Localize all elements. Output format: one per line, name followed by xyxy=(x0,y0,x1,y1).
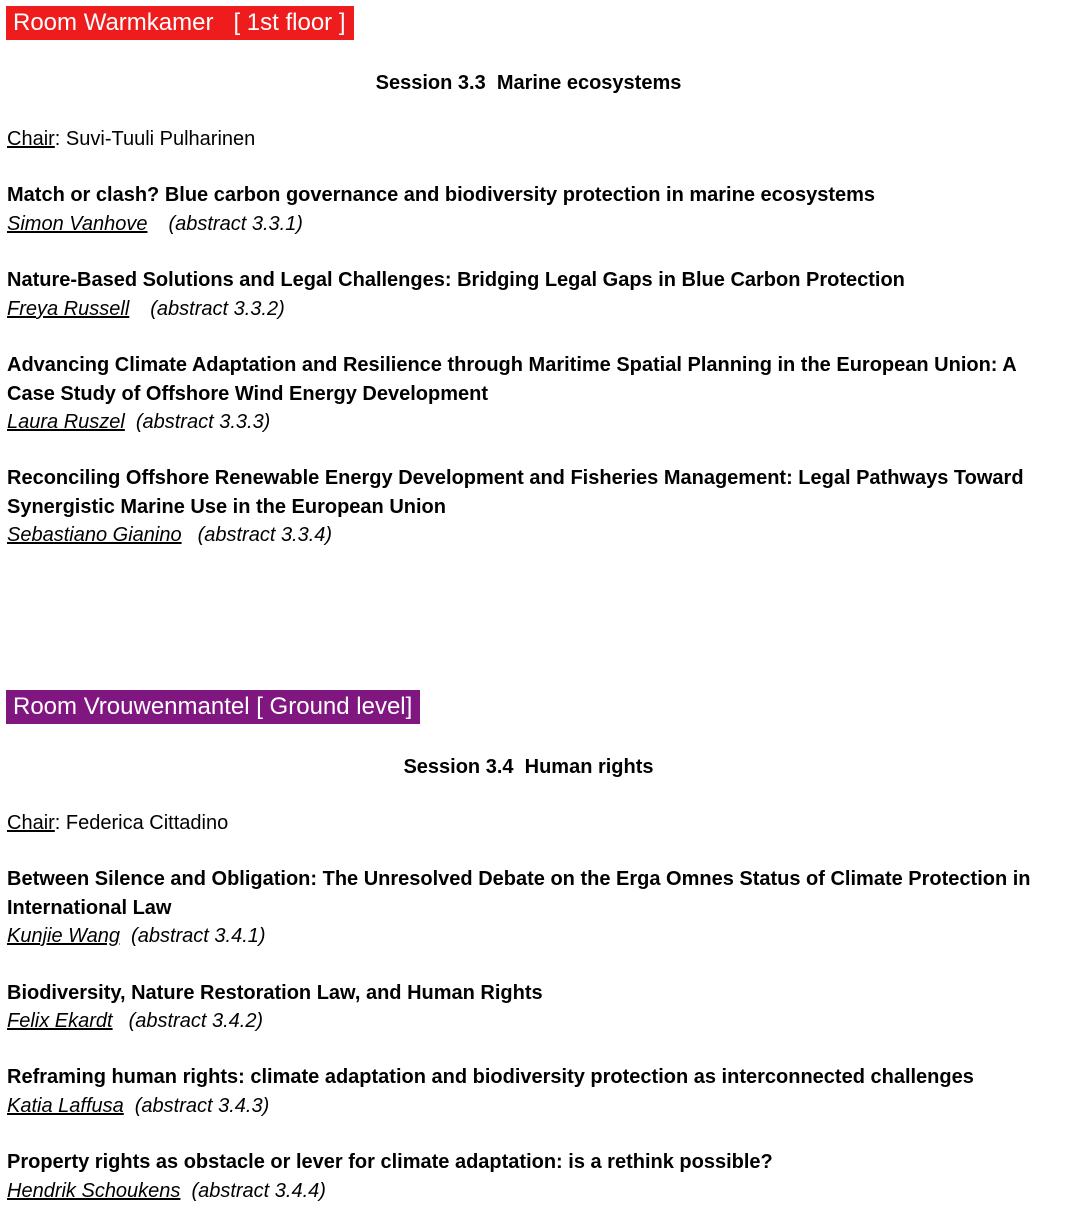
paper-author-line xyxy=(7,1177,326,1205)
author-link[interactable]: Kunjie Wang xyxy=(7,925,121,947)
chair-line xyxy=(7,809,228,837)
chair-name: : Federica Cittadino xyxy=(54,812,229,834)
chair-label: Chair xyxy=(7,128,55,150)
paper-title: Advancing Climate Adaptation and Resilience through Maritime Spatial Planning in the European Union: A Case Study of Offshore Wind Energy Development xyxy=(7,354,1016,405)
chair-line xyxy=(7,125,255,153)
abstract-ref: (abstract 3.3.3) xyxy=(135,411,271,433)
paper-author-line xyxy=(7,1007,263,1035)
chair-label: Chair xyxy=(7,812,55,834)
author-link[interactable]: Simon Vanhove xyxy=(7,213,148,235)
paper-title: Nature-Based Solutions and Legal Challenges: Bridging Legal Gaps in Blue Carbon Protection xyxy=(7,269,905,291)
abstract-ref: (abstract 3.4.1) xyxy=(131,925,266,947)
paper-title: Property rights as obstacle or lever for climate adaptation: is a rethink possible? xyxy=(7,1151,773,1173)
paper-author-line xyxy=(7,922,266,950)
author-link[interactable]: Laura Ruszel xyxy=(7,411,125,433)
abstract-ref: (abstract 3.4.4) xyxy=(191,1180,326,1202)
paper-title: Match or clash? Blue carbon governance and biodiversity protection in marine ecosystems xyxy=(7,184,876,206)
abstract-ref: (abstract 3.3.4) xyxy=(197,524,333,546)
abstract-ref: (abstract 3.3.2) xyxy=(150,298,285,320)
session-title-3-4: Session 3.4 Human rights xyxy=(403,756,654,778)
author-link[interactable]: Hendrik Schoukens xyxy=(7,1180,181,1202)
paper-title: Reconciling Offshore Renewable Energy Development and Fisheries Management: Legal Pathways Toward Synergistic Marine Use in the European Union xyxy=(7,467,1024,518)
abstract-ref: (abstract 3.4.3) xyxy=(134,1095,270,1117)
paper-author-line xyxy=(7,295,285,323)
room-banner-warmkamer: Room Warmkamer [ 1st floor ] xyxy=(6,6,354,40)
paper-author-line xyxy=(7,521,332,549)
room-banner-vrouwenmantel: Room Vrouwenmantel [ Ground level] xyxy=(6,690,420,724)
author-link[interactable]: Katia Laffusa xyxy=(7,1095,124,1117)
session-title-3-3: Session 3.3 Marine ecosystems xyxy=(375,72,682,94)
chair-name: : Suvi-Tuuli Pulharinen xyxy=(54,128,256,150)
author-link[interactable]: Freya Russell xyxy=(7,298,130,320)
author-link[interactable]: Felix Ekardt xyxy=(7,1010,113,1032)
paper-title: Between Silence and Obligation: The Unresolved Debate on the Erga Omnes Status of Climate Protection in International Law xyxy=(7,868,1031,919)
paper-author-line xyxy=(7,1092,269,1120)
abstract-ref: (abstract 3.3.1) xyxy=(168,213,303,235)
paper-author-line xyxy=(7,210,303,238)
author-link[interactable]: Sebastiano Gianino xyxy=(7,524,182,546)
paper-author-line xyxy=(7,408,270,436)
paper-title: Reframing human rights: climate adaptation and biodiversity protection as interconnected challenges xyxy=(7,1066,974,1088)
paper-title: Biodiversity, Nature Restoration Law, and Human Rights xyxy=(7,982,543,1004)
abstract-ref: (abstract 3.4.2) xyxy=(128,1010,264,1032)
